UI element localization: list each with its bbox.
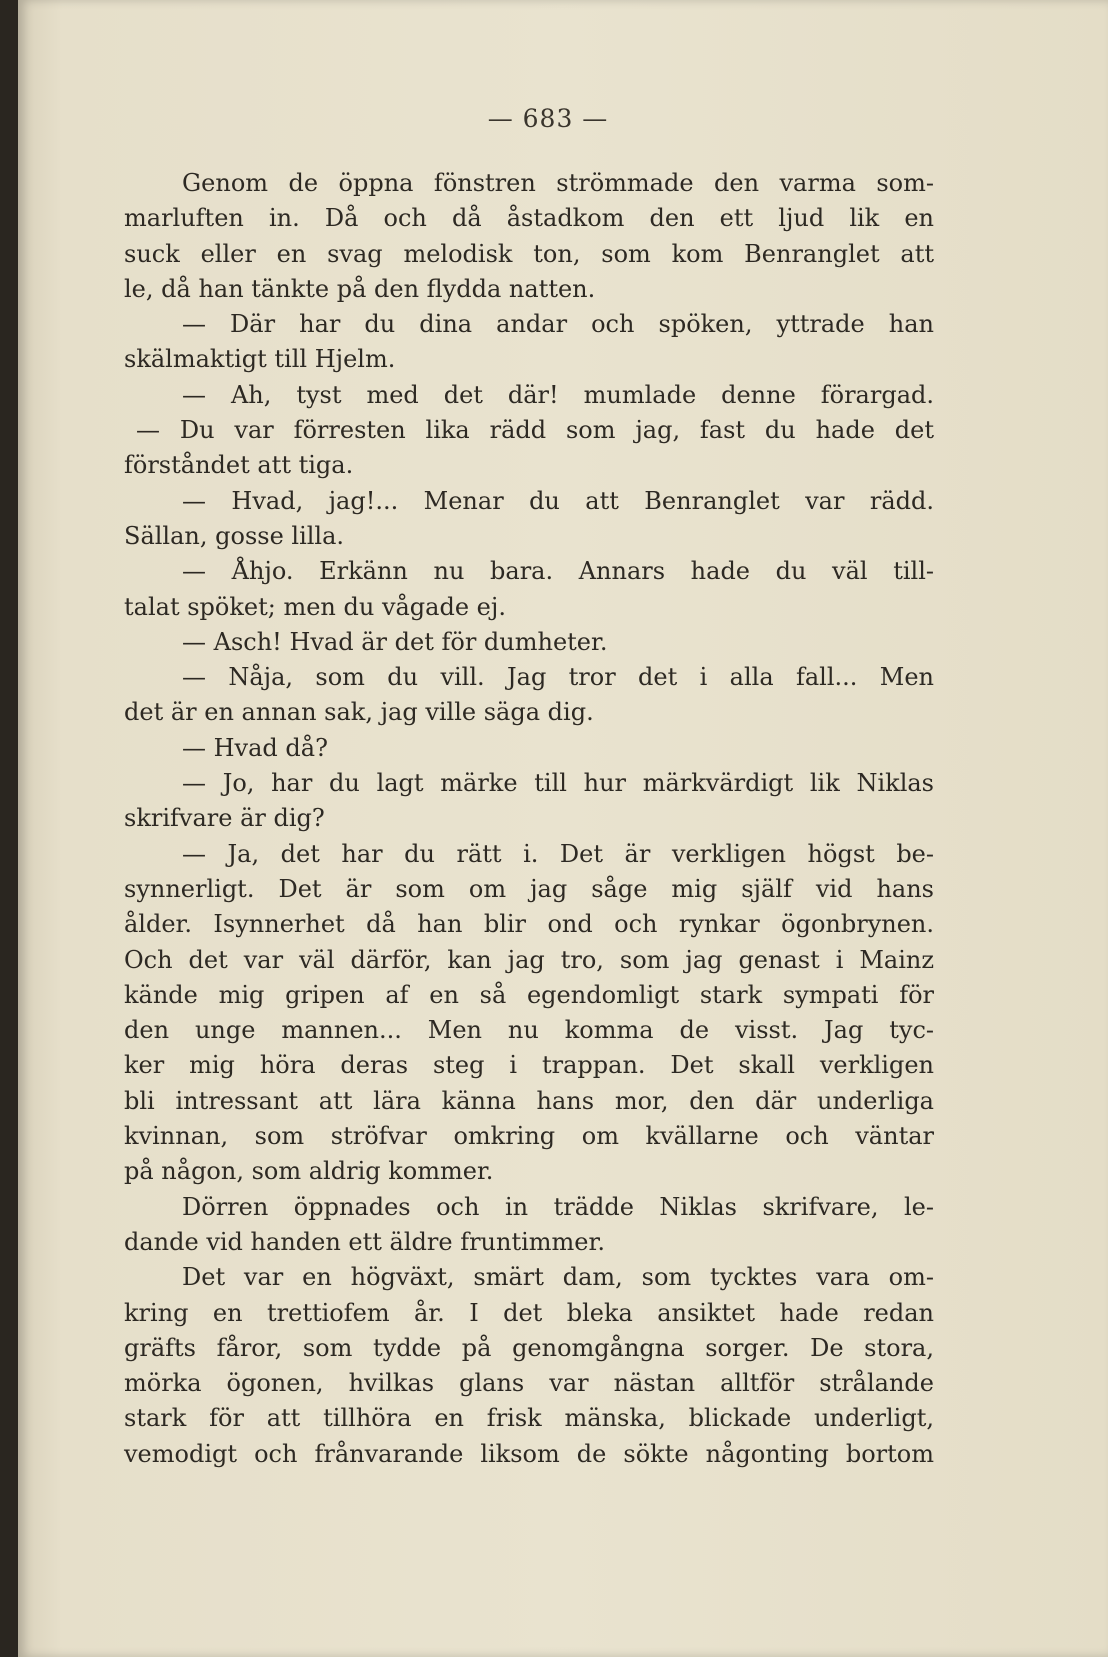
- text-line: Och det var väl därför, kan jag tro, som jag genast i Mainz: [124, 945, 934, 974]
- book-page: [18, 0, 1108, 1657]
- text-line: skrifvare är dig?: [124, 804, 325, 833]
- body-text: [124, 166, 934, 1472]
- text-line: — Jo, har du lagt märke till hur märkvärdigt lik Niklas: [182, 769, 934, 798]
- text-line: talat spöket; men du vågade ej.: [124, 592, 506, 621]
- text-line: suck eller en svag melodisk ton, som kom Benranglet att: [124, 239, 934, 268]
- text-line: — Ah, tyst med det där! mumlade denne förargad.: [182, 380, 934, 409]
- text-line: Sällan, gosse lilla.: [124, 521, 345, 550]
- text-line: marluften in. Då och då åstadkom den ett ljud lik en: [124, 204, 934, 233]
- text-line: gräfts fåror, som tydde på genomgångna sorger. De stora,: [124, 1333, 934, 1362]
- text-line: — Hvad, jag!... Menar du att Benranglet var rädd.: [182, 486, 934, 515]
- text-line: kände mig gripen af en så egendomligt stark sympati för: [124, 980, 934, 1009]
- text-line: — Du var förresten lika rädd som jag, fast du hade det: [136, 416, 934, 445]
- text-line: synnerligt. Det är som om jag såge mig själf vid hans: [124, 874, 934, 903]
- text-line: förståndet att tiga.: [124, 451, 354, 480]
- text-line: Dörren öppnades och in trädde Niklas skrifvare, le-: [182, 1192, 934, 1221]
- text-line: mörka ögonen, hvilkas glans var nästan alltför strålande: [124, 1369, 934, 1398]
- text-line: det är en annan sak, jag ville säga dig.: [124, 698, 594, 727]
- text-line: Genom de öppna fönstren strömmade den varma som-: [182, 169, 934, 197]
- text-line: vemodigt och frånvarande liksom de sökte någonting bortom: [124, 1439, 934, 1468]
- text-line: — Asch! Hvad är det för dumheter.: [182, 627, 608, 656]
- text-line: — Hvad då?: [182, 733, 328, 762]
- text-line: stark för att tillhöra en frisk mänska, blickade underligt,: [124, 1404, 934, 1433]
- text-line: dande vid handen ett äldre fruntimmer.: [124, 1227, 605, 1256]
- text-line: kvinnan, som ströfvar omkring om kvällarne och väntar: [124, 1122, 934, 1151]
- text-line: ålder. Isynnerhet då han blir ond och rynkar ögonbrynen.: [124, 910, 934, 939]
- text-line: Det var en högväxt, smärt dam, som tycktes vara om-: [182, 1263, 934, 1292]
- page-number: — 683 —: [487, 104, 609, 133]
- text-line: den unge mannen... Men nu komma de visst. Jag tyc-: [124, 1016, 934, 1045]
- text-line: skälmaktigt till Hjelm.: [124, 345, 396, 374]
- text-line: på någon, som aldrig kommer.: [124, 1157, 494, 1186]
- text-line: bli intressant att lära känna hans mor, den där underliga: [124, 1086, 934, 1115]
- text-line: — Ja, det har du rätt i. Det är verkligen högst be-: [182, 839, 934, 868]
- text-line: — Åhjo. Erkänn nu bara. Annars hade du väl till-: [182, 557, 934, 586]
- text-line: — Där har du dina andar och spöken, yttrade han: [182, 310, 934, 339]
- text-line: kring en trettiofem år. I det bleka ansiktet hade redan: [124, 1298, 934, 1327]
- text-line: le, då han tänkte på den flydda natten.: [124, 274, 596, 303]
- text-line: — Nåja, som du vill. Jag tror det i alla fall... Men: [182, 663, 934, 692]
- text-line: ker mig höra deras steg i trappan. Det skall verkligen: [124, 1051, 934, 1080]
